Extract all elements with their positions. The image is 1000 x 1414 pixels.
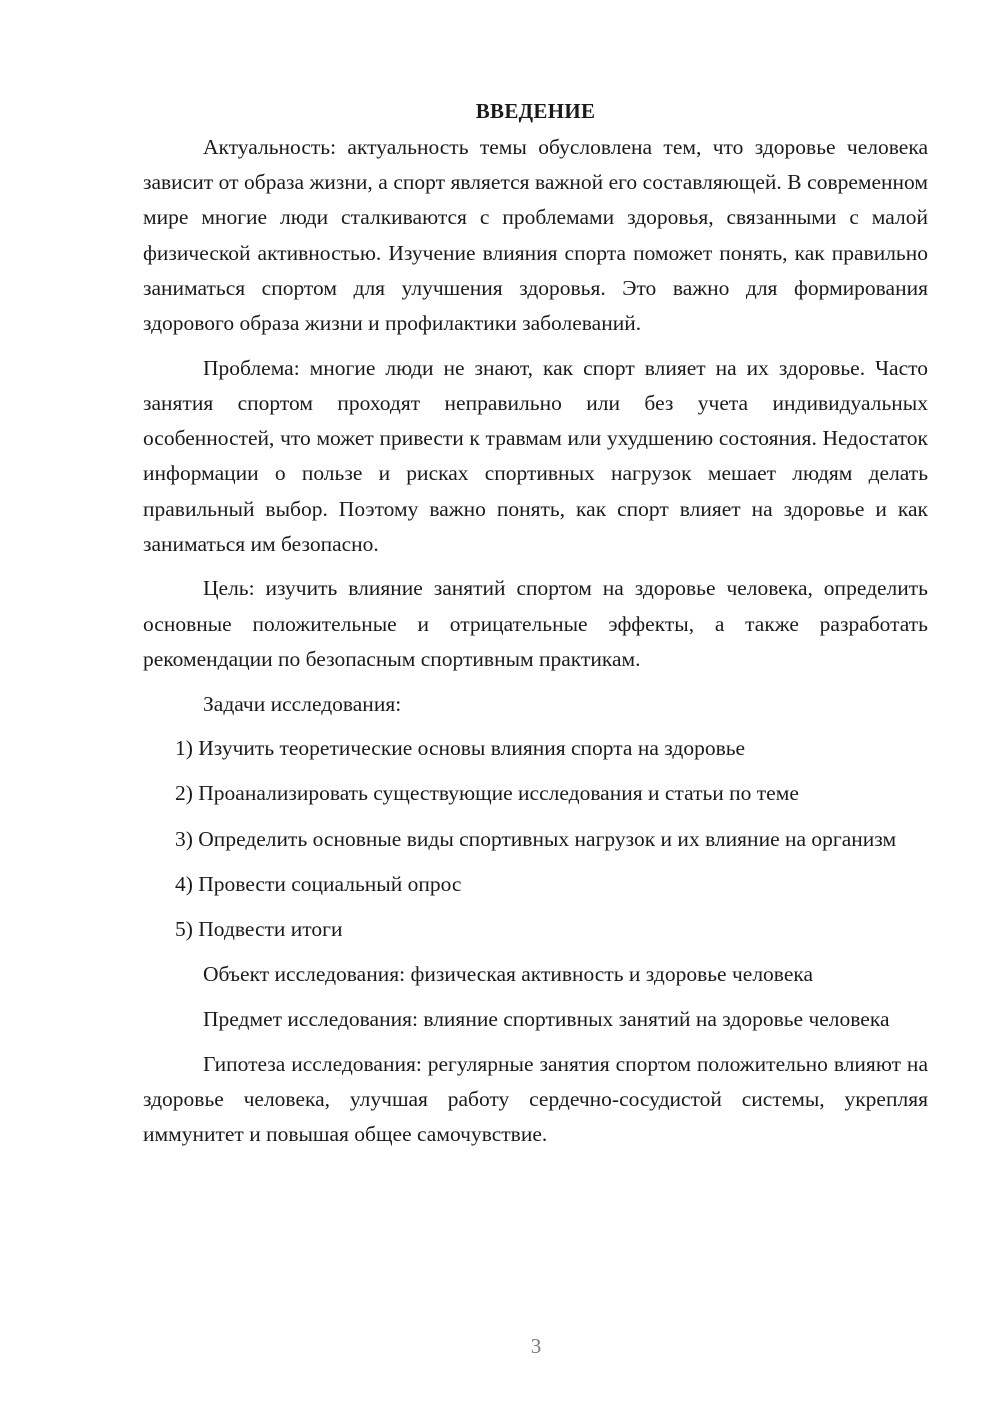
paragraph-goal: Цель: изучить влияние занятий спортом на здоровье человека, определить основные положительные и отрицательные эффекты, а также разработать рекомендации по безопасным спортивным практикам. <box>143 576 928 671</box>
paragraph-problem: Проблема: многие люди не знают, как спорт влияет на их здоровье. Часто занятия спортом проходят неправильно или без учета индивидуальных особенностей, что может привести к травмам или ухудшению состояния. Недостаток информации о пользе и рисках спортивных нагрузок мешает людям делать правильный выбор. Поэтому важно понять, как спорт влияет на здоровье и как заниматься им безопасно. <box>143 355 928 556</box>
paragraph-relevance: Актуальность: актуальность темы обусловлена тем, что здоровье человека зависит от образа жизни, а спорт является важной его составляющей. В современном мире многие люди сталкиваются с проблемами здоровья, связанными с малой физической активностью. Изучение влияния спорта поможет понять, как правильно заниматься спортом для улучшения здоровья. Это важно для формирования здорового образа жизни и профилактики заболеваний. <box>143 135 928 336</box>
task-item-2: 2) Проанализировать существующие исследования и статьи по теме <box>175 781 799 806</box>
task-item-3: 3) Определить основные виды спортивных нагрузок и их влияние на организм <box>175 826 897 851</box>
paragraph-subject: Предмет исследования: влияние спортивных занятий на здоровье человека <box>203 1006 890 1031</box>
paragraph-object: Объект исследования: физическая активность и здоровье человека <box>203 962 814 987</box>
task-item-5: 5) Подвести итоги <box>175 917 343 942</box>
page-number: 3 <box>530 1334 542 1358</box>
tasks-heading: Задачи исследования: <box>203 691 402 716</box>
task-item-4: 4) Провести социальный опрос <box>175 871 462 896</box>
document-page <box>143 96 928 1162</box>
paragraph-hypothesis: Гипотеза исследования: регулярные занятия спортом положительно влияют на здоровье человека, улучшая работу сердечно-сосудистой системы, укрепляя иммунитет и повышая общее самочувствие. <box>143 1051 928 1147</box>
page-title: ВВЕДЕНИЕ <box>475 99 596 123</box>
task-item-1: 1) Изучить теоретические основы влияния спорта на здоровье <box>175 736 746 761</box>
